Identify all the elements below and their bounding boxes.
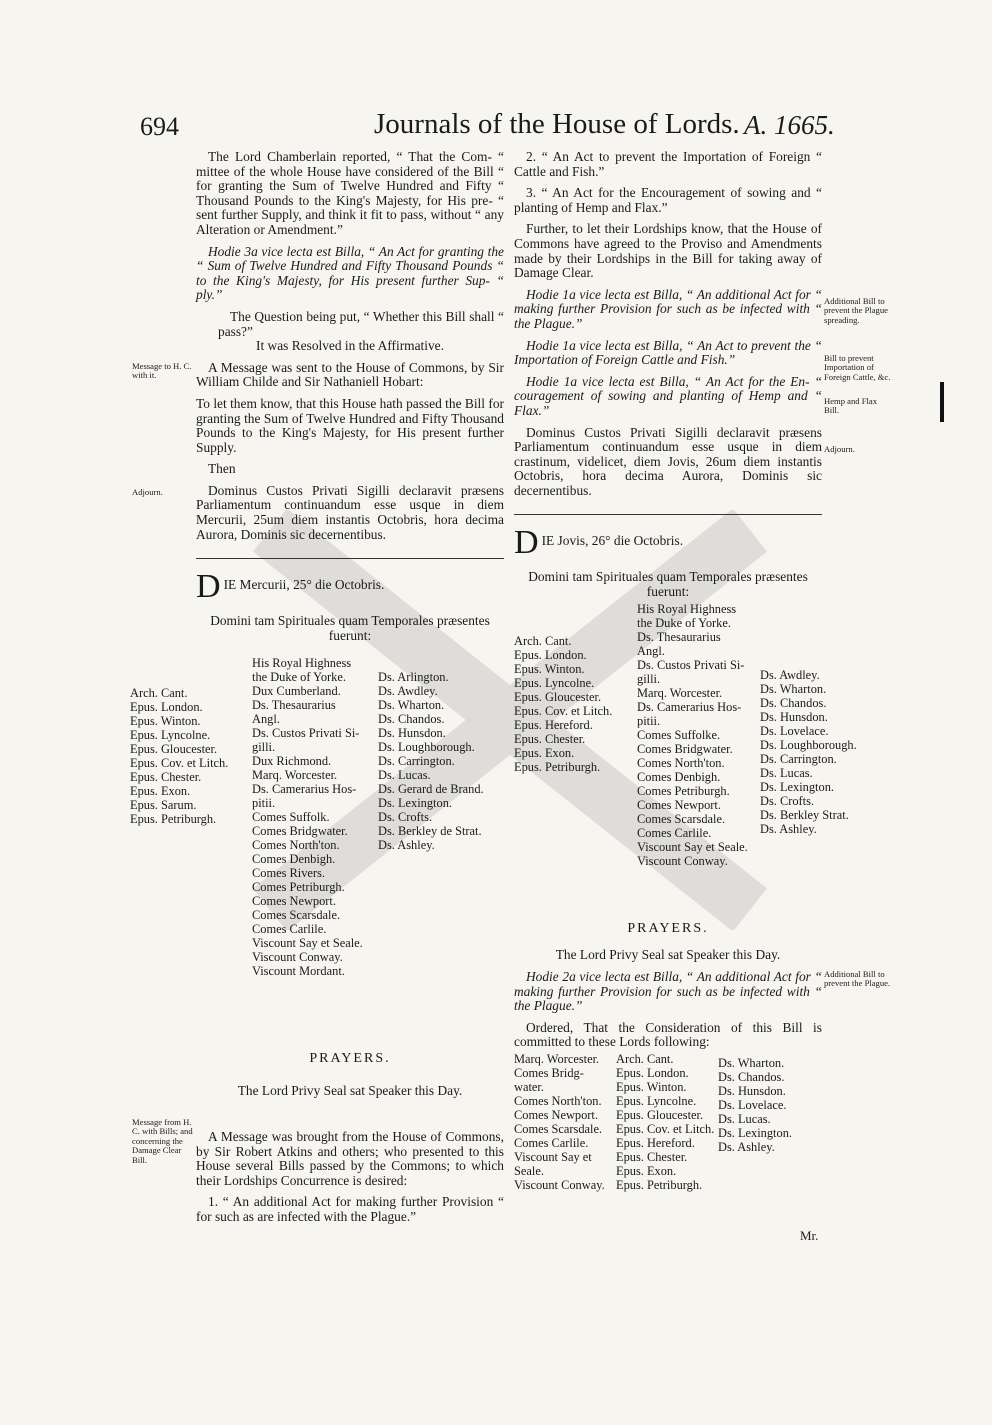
list-item: the Duke of Yorke. (637, 616, 731, 630)
bishops-list-right (514, 634, 612, 774)
present-line-left (196, 614, 504, 650)
list-item: Ds. Hunsdon. (378, 726, 446, 740)
list-item: Comes Bridg- (514, 1066, 584, 1080)
list-item: Comes Petriburgh. (637, 784, 730, 798)
day-title: IE Jovis, 26° die Octobris. (541, 533, 684, 548)
margin-note-message: Message to H. C. with it. (132, 361, 192, 381)
list-item: Ds. Ashley. (378, 838, 435, 852)
list-item: Ds. Hunsdon. (718, 1084, 786, 1098)
list-item: Marq. Worcester. (252, 768, 338, 782)
list-item: Ds. Awdley. (760, 668, 820, 682)
list-item: Epus. Cov. et Litch. (514, 704, 613, 718)
list-item: Ds. Chandos. (378, 712, 445, 726)
list-item: His Royal Highness (252, 656, 352, 670)
list-item: Epus. Chester. (130, 770, 202, 784)
list-item: Epus. Hereford. (514, 718, 593, 732)
list-item: Epus. Sarum. (130, 798, 197, 812)
list-item: Seale. (514, 1164, 544, 1178)
drop-cap: D (514, 524, 539, 561)
list-item: Epus. Petriburgh. (616, 1178, 703, 1192)
list-item: Ds. Wharton. (718, 1056, 785, 1070)
margin-note-adjourn: Adjourn. (132, 487, 163, 497)
list-item: Ds. Custos Privati Si- (637, 658, 745, 672)
list-item: Angl. (252, 712, 280, 726)
list-item: Ds. Awdley. (378, 684, 438, 698)
list-item: Comes North'ton. (637, 756, 725, 770)
list-item: Comes Denbigh. (637, 770, 721, 784)
list-item: Epus. Gloucester. (514, 690, 602, 704)
list-item: Epus. Winton. (514, 662, 585, 676)
list-item: Ds. Lovelace. (718, 1098, 787, 1112)
committee-list-c (718, 1056, 792, 1154)
paragraph: To let them know, that this House hath passed the Bill for granting the Sum of Twelve Hundred and Fifty Thousand Pounds to the King's Majesty, for His present further Supply. (196, 395, 504, 455)
paragraph: Hodie 3a vice lecta est Billa, “ An Act for granting the “ Sum of Twelve Hundred and Fifty Thousand Pounds “ to the King's Majesty, for His present further Sup- “ ply.” (196, 243, 504, 303)
paragraph: 3. “ An Act for the Encouragement of sowing and “ planting of Hemp and Flax.” (514, 185, 822, 215)
right-column-top (514, 150, 822, 505)
prayers-heading-left (196, 1052, 504, 1067)
lords-list-left (252, 656, 363, 978)
list-item: Ds. Crofts. (760, 794, 815, 808)
list-item: Epus. Gloucester. (130, 742, 218, 756)
paragraph: A Message was brought from the House of Commons, by Sir Robert Atkins and others; who presented to this House several Bills passed by the Commons; to which their Lordships Concurrence is desired: (196, 1129, 504, 1188)
list-item: Epus. Petriburgh. (514, 760, 601, 774)
list-item: Epus. Petriburgh. (130, 812, 217, 826)
paragraph: It was Resolved in the Affirmative. (256, 338, 444, 354)
list-item: Ds. Lucas. (378, 768, 431, 782)
lords-list-right (637, 602, 748, 868)
list-item: Comes Carlile. (514, 1136, 589, 1150)
list-item: Epus. London. (514, 648, 587, 662)
barons-list-right (760, 668, 857, 836)
list-item: Epus. Winton. (616, 1080, 687, 1094)
divider (196, 558, 504, 559)
paragraph: The Question being put, “ Whether this Bill shall “ pass?” (218, 308, 504, 339)
list-item: Epus. Chester. (514, 732, 586, 746)
margin-note-adjourn-right: Adjourn. (824, 444, 855, 454)
paragraph: A Message was sent to the House of Commons, by Sir William Childe and Sir Nathaniell Hobart: (196, 359, 504, 390)
list-item: Epus. London. (616, 1066, 689, 1080)
list-item: Dux Richmond. (252, 754, 332, 768)
day-title: IE Mercurii, 25° die Octobris. (223, 577, 385, 592)
list-item: gilli. (252, 740, 276, 754)
paragraph: Dominus Custos Privati Sigilli declaravit præsens Parliamentum continuandum esse usque in diem Mercurii, 25um diem instantis Octobris, hora decima Aurora, Dominis sic decernentibus. (196, 482, 504, 542)
list-item: Ds. Berkley de Strat. (378, 824, 482, 838)
list-item: Epus. Cov. et Litch. (130, 756, 229, 770)
list-item: Comes Newport. (252, 894, 336, 908)
drop-cap: D (196, 568, 221, 605)
list-item: Ds. Thesaurarius (252, 698, 336, 712)
list-item: Viscount Say et Seale. (252, 936, 363, 950)
list-item: Epus. Lyncolne. (130, 728, 211, 742)
paragraph: The Lord Chamberlain reported, “ That the Com- “ mittee of the whole House have considered of the Bill “ for granting the Sum of Twelve Hundred and Fifty “ Thousand Pounds to the King's Majesty, for His pre- “ sent further Supply, and think it fit to pass, without “ any Alteration or Amendment.” (196, 149, 504, 237)
list-item: Arch. Cant. (130, 686, 188, 700)
list-item: Arch. Cant. (514, 634, 572, 648)
list-item: Viscount Mordant. (252, 964, 345, 978)
list-item: Comes Newport. (637, 798, 721, 812)
present-line-right (514, 570, 822, 606)
list-item: Viscount Say et Seale. (637, 840, 748, 854)
list-item: pitii. (637, 714, 661, 728)
list-item: Epus. Exon. (616, 1164, 677, 1178)
right-column-bottom (514, 970, 822, 1057)
catchword: Mr. (800, 1228, 819, 1243)
list-item: Angl. (637, 644, 665, 658)
prayers-heading: PRAYERS. (309, 1051, 391, 1066)
speaker-line-left (196, 1084, 504, 1106)
list-item: Epus. Exon. (514, 746, 575, 760)
list-item: Epus. Hereford. (616, 1136, 695, 1150)
list-item: Comes Scarsdale. (514, 1122, 603, 1136)
list-item: Dux Cumberland. (252, 684, 341, 698)
margin-note-plague-bill-2: Additional Bill to prevent the Plague. (824, 969, 891, 989)
list-item: Ds. Custos Privati Si- (252, 726, 360, 740)
list-item: Ds. Hunsdon. (760, 710, 828, 724)
list-item: Comes Suffolke. (637, 728, 721, 742)
ink-mark (940, 382, 944, 422)
list-item: Comes Carlile. (252, 922, 327, 936)
list-item: Ds. Camerarius Hos- (637, 700, 742, 714)
list-item: His Royal Highness (637, 602, 737, 616)
paragraph: The Lord Privy Seal sat Speaker this Day. (555, 947, 781, 962)
list-item: Epus. Lyncolne. (616, 1094, 697, 1108)
list-item: Comes Scarsdale. (637, 812, 726, 826)
left-column-bottom (196, 1130, 504, 1232)
list-item: Ds. Arlington. (378, 670, 449, 684)
list-item: Ds. Wharton. (378, 698, 445, 712)
paragraph: Hodie 1a vice lecta est Billa, “ An Act for the En- “ couragement of sowing and planting of Hemp and “ Flax.” (514, 373, 822, 418)
margin-note-hemp-bill: Hemp and Flax Bill. (824, 396, 877, 416)
list-item: Comes Suffolk. (252, 810, 330, 824)
list-item: Ds. Lexington. (718, 1126, 792, 1140)
list-item: Comes North'ton. (514, 1094, 602, 1108)
page-number: 694 (140, 112, 179, 141)
list-item: Ds. Chandos. (718, 1070, 785, 1084)
list-item: Comes Scarsdale. (252, 908, 341, 922)
day-heading-left (196, 568, 504, 605)
list-item: Ds. Lovelace. (760, 724, 829, 738)
margin-note-cattle-bill: Bill to prevent Importation of Foreign Cattle, &c. (824, 353, 891, 382)
margin-note-plague-bill: Additional Bill to prevent the Plague spreading. (824, 296, 888, 325)
list-item: Comes Bridgwater. (637, 742, 733, 756)
list-item: Ds. Wharton. (760, 682, 827, 696)
margin-note-message-bills: Message from H. C. with Bills; and concerning the Damage Clear Bill. (132, 1117, 193, 1165)
list-item: Ds. Chandos. (760, 696, 827, 710)
paragraph: Then (208, 461, 236, 477)
committee-list-a (514, 1052, 605, 1192)
list-item: Comes Rivers. (252, 866, 325, 880)
list-item: gilli. (637, 672, 661, 686)
list-item: Marq. Worcester. (637, 686, 723, 700)
paragraph: Hodie 2a vice lecta est Billa, “ An additional Act for “ making further Provision for such as be infected with “ the Plague.” (514, 969, 822, 1014)
list-item: Epus. London. (130, 700, 203, 714)
list-item: Comes Carlile. (637, 826, 712, 840)
list-item: Comes Bridgwater. (252, 824, 348, 838)
list-item: Comes Petriburgh. (252, 880, 345, 894)
list-item: Epus. Gloucester. (616, 1108, 704, 1122)
paragraph: Further, to let their Lordships know, that the House of Commons have agreed to the Proviso and Amendments made by their Lordships in the Bill for taking away of Damage Clear. (514, 221, 822, 281)
bishops-list-left (130, 686, 228, 826)
prayers-heading-right (514, 922, 822, 937)
list-item: Ds. Ashley. (718, 1140, 775, 1154)
paragraph: Hodie 1a vice lecta est Billa, “ An additional Act for “ making further Provision for such as be infected with “ the Plague.” (514, 286, 822, 331)
paragraph: The Lord Privy Seal sat Speaker this Day. (237, 1083, 463, 1098)
list-item: Ds. Thesaurarius (637, 630, 721, 644)
list-item: Epus. Cov. et Litch. (616, 1122, 715, 1136)
list-item: Ds. Carrington. (378, 754, 455, 768)
list-item: Ds. Lexington. (378, 796, 452, 810)
list-item: Ds. Lucas. (718, 1112, 771, 1126)
list-item: Viscount Conway. (514, 1178, 605, 1192)
list-item: Epus. Lyncolne. (514, 676, 595, 690)
year-label: A. 1665. (744, 110, 835, 140)
list-item: Ds. Camerarius Hos- (252, 782, 357, 796)
prayers-heading: PRAYERS. (627, 921, 709, 936)
list-item: Ds. Carrington. (760, 752, 837, 766)
barons-list-left (378, 670, 484, 852)
list-item: Ds. Berkley Strat. (760, 808, 849, 822)
list-item: Marq. Worcester. (514, 1052, 600, 1066)
paragraph: 2. “ An Act to prevent the Importation of Foreign “ Cattle and Fish.” (514, 149, 822, 179)
committee-list-b (616, 1052, 714, 1192)
list-item: water. (514, 1080, 544, 1094)
list-item: Ds. Ashley. (760, 822, 817, 836)
list-item: pitii. (252, 796, 276, 810)
paragraph: Dominus Custos Privati Sigilli declaravit præsens Parliamentum continuandum esse usque in diem crastinum, videlicet, diem Jovis, 26um diem instantis Octobris, hora decima Aurora, Dominis sic decernentibus. (514, 424, 822, 498)
divider (514, 514, 822, 515)
list-item: Ds. Gerard de Brand. (378, 782, 484, 796)
list-item: Viscount Say et (514, 1150, 592, 1164)
paragraph: Hodie 1a vice lecta est Billa, “ An Act to prevent the “ Importation of Foreign Cattle and Fish.” (514, 337, 822, 368)
list-item: Comes Denbigh. (252, 852, 336, 866)
left-column-top (196, 150, 504, 549)
day-heading-right (514, 524, 822, 561)
paragraph: Domini tam Spirituales quam Temporales præsentes fuerunt: (528, 569, 808, 599)
list-item: Ds. Loughborough. (760, 738, 857, 752)
speaker-line-right (514, 948, 822, 970)
paragraph: 1. “ An additional Act for making further Provision “ for such as are infected with the Plague.” (196, 1194, 504, 1224)
list-item: Epus. Exon. (130, 784, 191, 798)
list-item: Ds. Crofts. (378, 810, 433, 824)
paragraph: Ordered, That the Consideration of this Bill is committed to these Lords following: (514, 1019, 822, 1050)
list-item: Comes North'ton. (252, 838, 340, 852)
list-item: Ds. Lexington. (760, 780, 834, 794)
list-item: Comes Newport. (514, 1108, 598, 1122)
running-title: Journals of the House of Lords. (374, 108, 740, 140)
list-item: Ds. Loughborough. (378, 740, 475, 754)
list-item: Viscount Conway. (637, 854, 728, 868)
list-item: Epus. Chester. (616, 1150, 688, 1164)
list-item: the Duke of Yorke. (252, 670, 346, 684)
list-item: Arch. Cant. (616, 1052, 674, 1066)
paragraph: Domini tam Spirituales quam Temporales præsentes fuerunt: (210, 613, 490, 643)
list-item: Viscount Conway. (252, 950, 343, 964)
list-item: Ds. Lucas. (760, 766, 813, 780)
list-item: Epus. Winton. (130, 714, 201, 728)
